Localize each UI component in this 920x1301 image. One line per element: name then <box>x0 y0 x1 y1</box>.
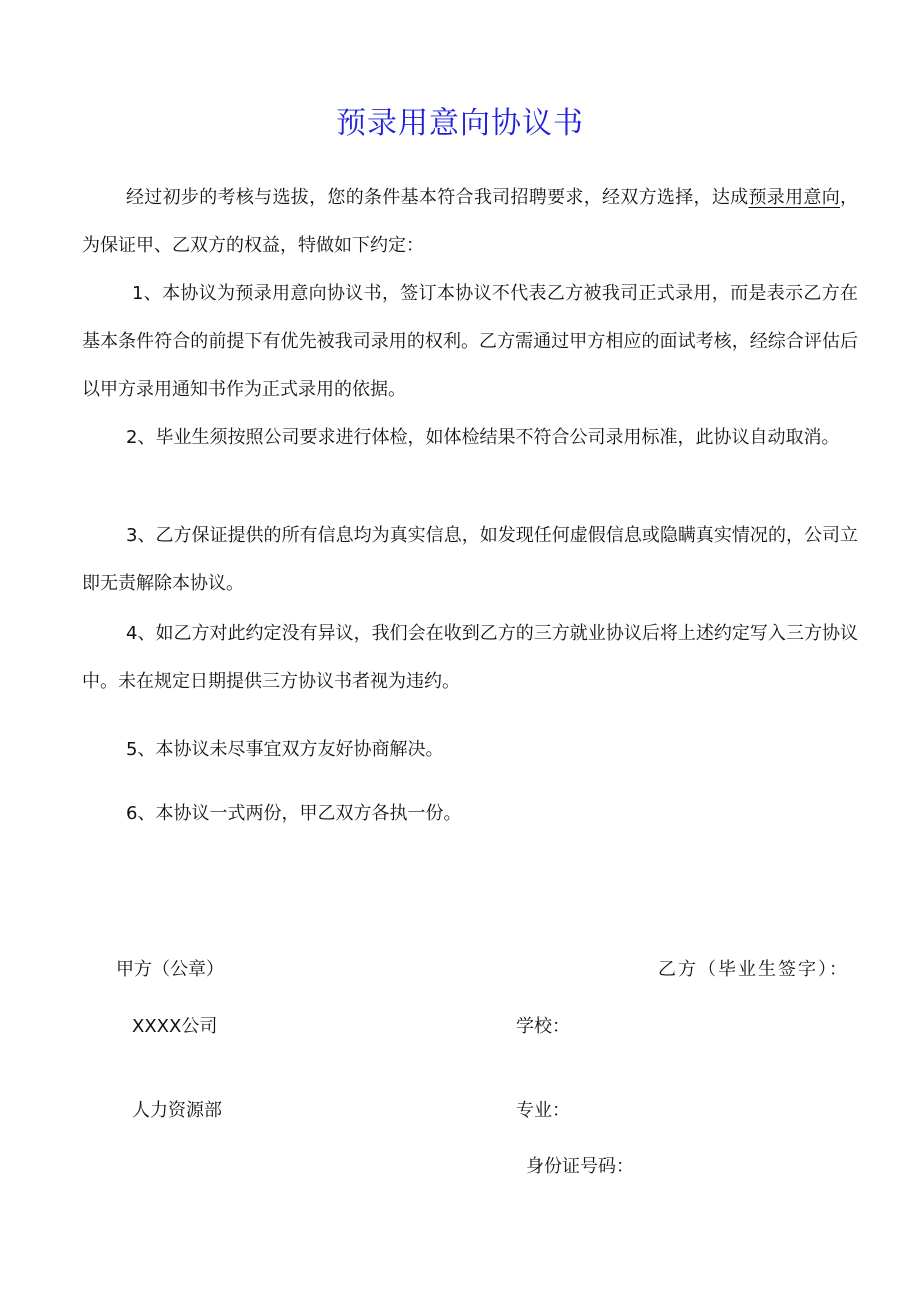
intro-paragraph <box>82 174 858 270</box>
party-a-company: XXXX公司 <box>132 1016 218 1037</box>
clause-2: 2、毕业生须按照公司要求进行体检，如体检结果不符合公司录用标准，此协议自动取消。 <box>126 427 840 448</box>
major-label: 专业： <box>516 1100 570 1121</box>
party-a-department: 人力资源部 <box>132 1100 222 1121</box>
intro-underlined-text: 预录用意向 <box>748 187 841 208</box>
clause-6: 6、本协议一式两份，甲乙双方各执一份。 <box>126 803 462 824</box>
clause-1: 1、本协议为预录用意向协议书，签订本协议不代表乙方被我司正式录用，而是表示乙方在基本条件符合的前提下有优先被我司录用的权利。乙方需通过甲方相应的面试考核，经综合评估后以甲方录用通知书作为正式录用的依据。 <box>82 283 858 400</box>
party-a-label: 甲方（公章） <box>116 959 224 980</box>
clause-3: 3、乙方保证提供的所有信息均为真实信息，如发现任何虚假信息或隐瞒真实情况的，公司立即无责解除本协议。 <box>82 525 858 594</box>
clause-5: 5、本协议未尽事宜双方友好协商解决。 <box>126 739 444 760</box>
intro-text-before: 经过初步的考核与选拔，您的条件基本符合我司招聘要求，经双方选择，达成 <box>126 187 749 208</box>
id-number-label: 身份证号码： <box>526 1156 634 1177</box>
school-label: 学校： <box>516 1016 570 1037</box>
clause-4: 4、如乙方对此约定没有异议，我们会在收到乙方的三方就业协议后将上述约定写入三方协议中。未在规定日期提供三方协议书者视为违约。 <box>82 623 858 692</box>
document-title: 预录用意向协议书 <box>336 106 584 141</box>
intro-text-after: ，为保证甲、乙双方的权益，特做如下约定： <box>82 187 859 256</box>
party-b-label: 乙方（毕业生签字）： <box>658 959 849 980</box>
